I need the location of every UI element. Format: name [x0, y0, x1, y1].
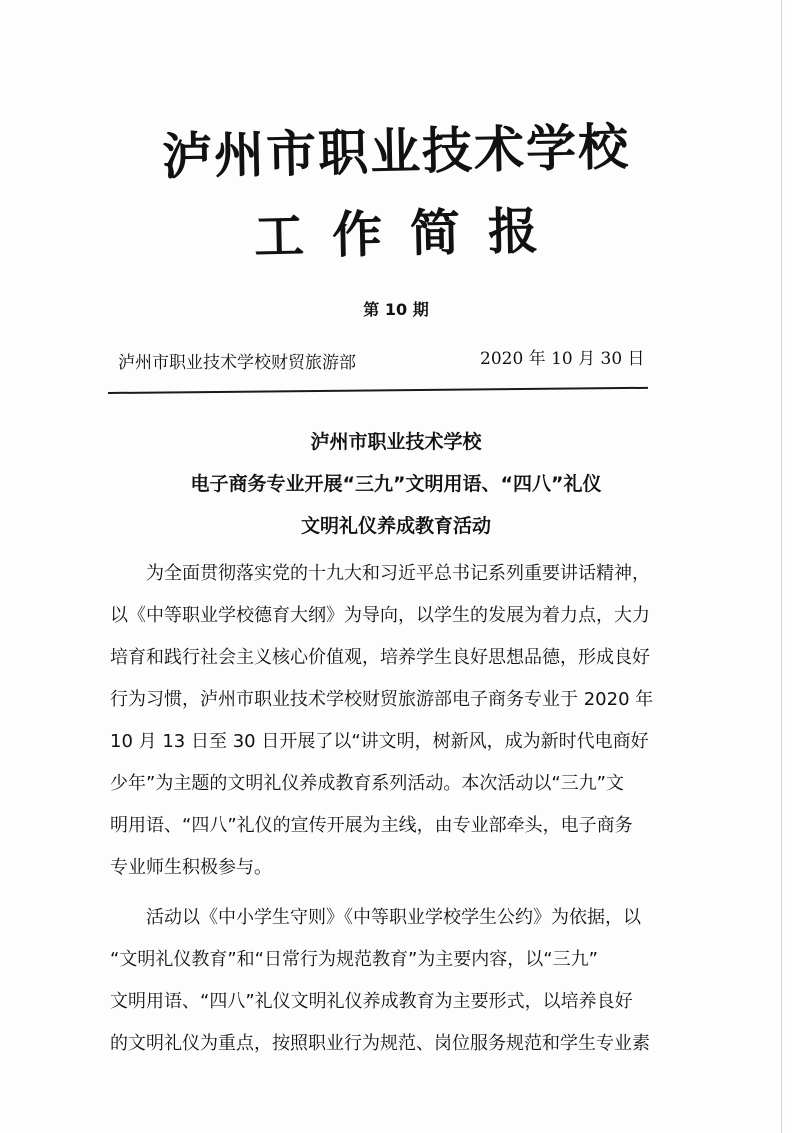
- issue-number: 第 10 期: [363, 300, 429, 319]
- body-line: 明用语、“四八”礼仪的宣传开展为主线，由专业部牵头，电子商务: [110, 815, 633, 836]
- header-divider: [108, 387, 648, 394]
- body-line: 活动以《中小学生守则》《中等职业学校学生公约》为依据，以: [146, 907, 641, 928]
- body-line: 的文明礼仪为重点，按照职业行为规范、岗位服务规范和学生专业素: [110, 1033, 650, 1054]
- article-title-line-3: 文明礼仪养成教育活动: [300, 515, 491, 537]
- body-line: 以《中等职业学校德育大纲》为导向，以学生的发展为着力点，大力: [110, 605, 650, 626]
- article-title-line-2: 电子商务专业开展“三九”文明用语、“四八”礼仪: [190, 473, 602, 495]
- department-name: 泸州市职业技术学校财贸旅游部: [118, 353, 356, 373]
- body-line: “文明礼仪教育”和“日常行为规范教育”为主要内容，以“三九”: [110, 949, 598, 970]
- body-line: 文明用语、“四八”礼仪文明礼仪养成教育为主要形式，以培养良好: [110, 991, 633, 1012]
- body-line: 专业师生积极参与。: [110, 857, 272, 878]
- school-title: 泸州市职业技术学校: [161, 118, 631, 186]
- body-line: 少年”为主题的文明礼仪养成教育系列活动。本次活动以“三九”文: [110, 773, 624, 794]
- issue-date: 2020 年 10 月 30 日: [480, 349, 645, 369]
- bulletin-title: 工作简报: [253, 201, 567, 266]
- body-line: 行为习惯，泸州市职业技术学校财贸旅游部电子商务专业于 2020 年: [110, 689, 654, 710]
- body-line: 培育和践行社会主义核心价值观，培养学生良好思想品德，形成良好: [110, 647, 650, 668]
- body-line: 10 月 13 日至 30 日开展了以“讲文明，树新风，成为新时代电商好: [110, 731, 649, 752]
- article-title-line-1: 泸州市职业技术学校: [310, 431, 482, 453]
- body-line: 为全面贯彻落实党的十九大和习近平总书记系列重要讲话精神，: [146, 563, 650, 584]
